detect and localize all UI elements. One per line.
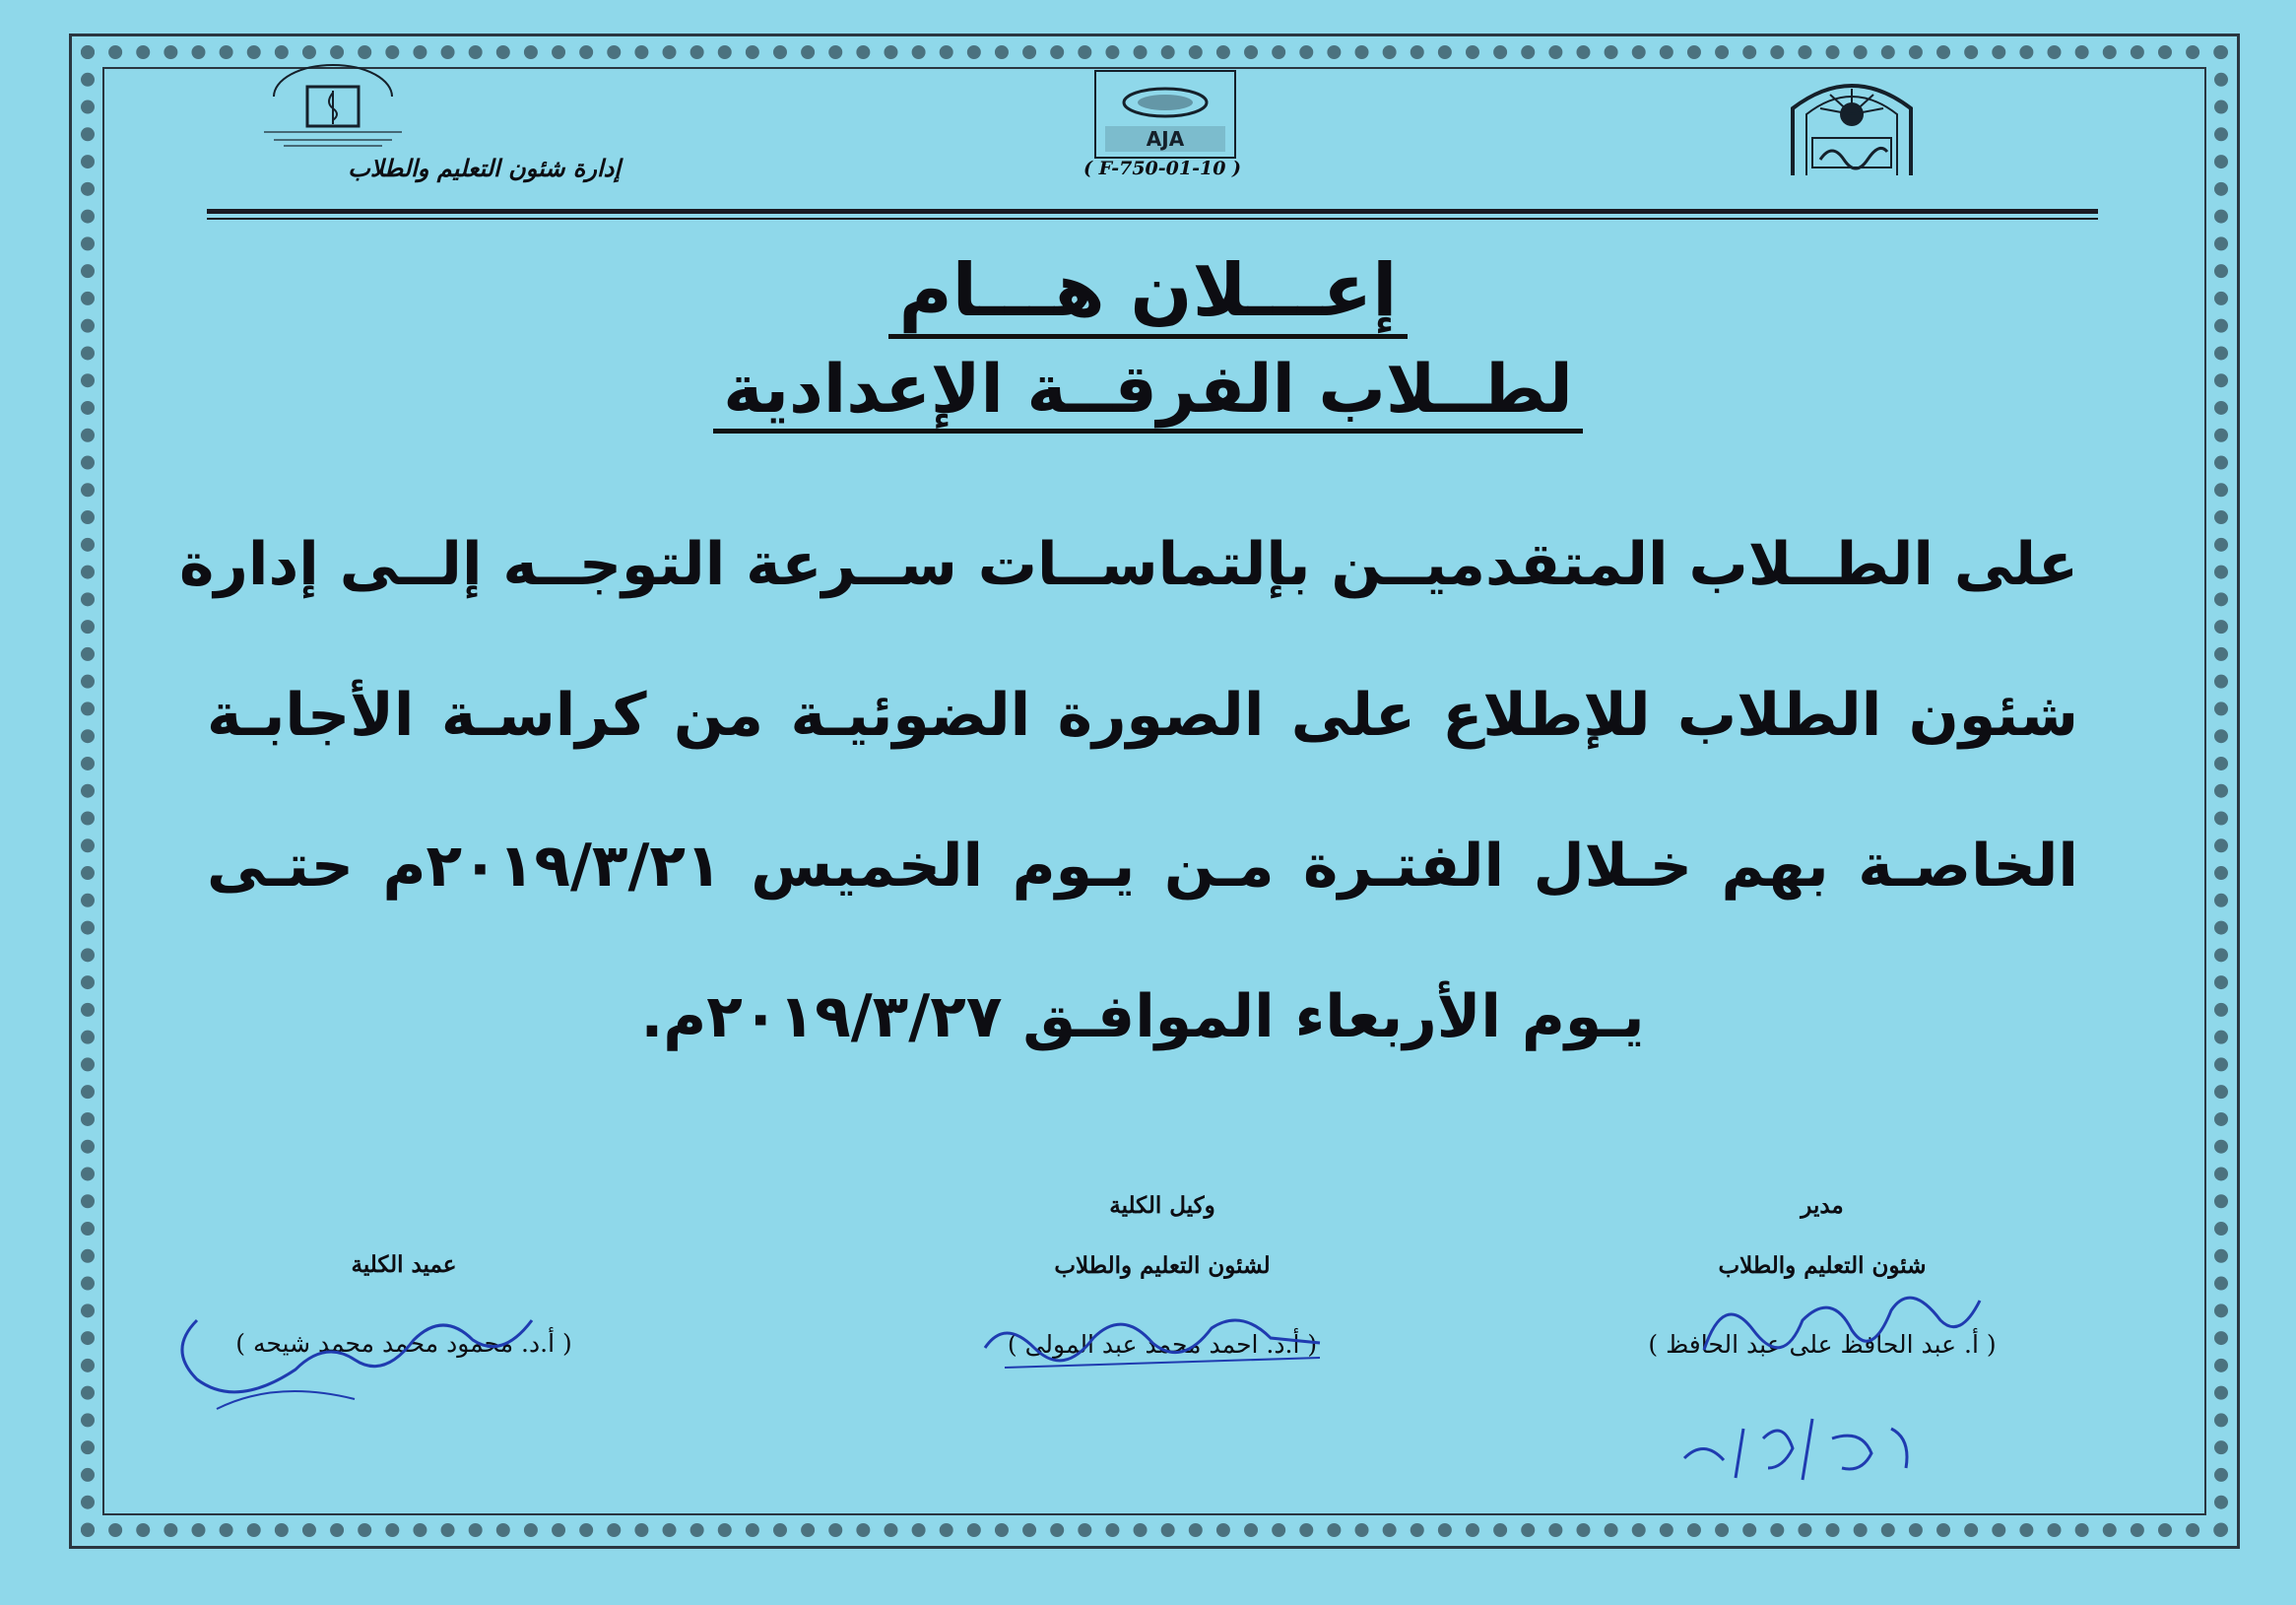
- signature-block-dean: [187, 1251, 621, 1358]
- form-code: ( F-750-01-10 ): [1082, 158, 1242, 179]
- director-department: شئون التعليم والطلاب: [1718, 1252, 1927, 1279]
- director-name: ( أ. عبد الحافظ على عبد الحافظ ): [1648, 1330, 1997, 1359]
- body-line-1: على الطــلاب المتقدميــن بإلتماســات ســرعة التوجــه إلــى إدارة: [178, 530, 2078, 599]
- vice-dean-department: لشئون التعليم والطلاب: [1054, 1252, 1271, 1279]
- body-line-4: يـوم الأربعاء الموافـق ٢٠١٩/٣/٢٧م.: [640, 982, 1645, 1051]
- signature-block-vice-dean: [946, 1192, 1379, 1359]
- dean-name: ( أ.د. محمود محمد محمد شيحه ): [235, 1329, 572, 1358]
- announcement-subtitle-text: لطــلاب الفرقــة الإعدادية: [713, 355, 1583, 434]
- aja-logo-text: AJA: [1146, 127, 1185, 151]
- aja-logo-icon: [1093, 69, 1237, 160]
- department-name: إدارة شئون التعليم والطلاب: [348, 154, 621, 182]
- university-logo-icon: [1773, 69, 1931, 177]
- vice-dean-title: وكيل الكلية: [1109, 1192, 1215, 1219]
- header-divider: [207, 209, 2098, 214]
- body-line-3: الخاصـة بهم خـلال الفتـرة مـن يـوم الخميس ٢٠١٩/٣/٢١م حتـى: [207, 832, 2078, 901]
- announcement-body: [178, 520, 2078, 1123]
- iso-certificate-logo-icon: [244, 57, 603, 150]
- signature-block-director: [1615, 1192, 2029, 1359]
- vice-dean-name: ( أ.د. احمد محمد عبد المولى ): [1007, 1330, 1318, 1359]
- dean-title: عميد الكلية: [351, 1251, 457, 1278]
- header-divider-thin: [207, 218, 2098, 220]
- announcement-title: [0, 248, 2296, 339]
- announcement-subtitle: [0, 351, 2296, 434]
- director-title: مدير: [1801, 1192, 1844, 1219]
- announcement-title-text: إعـــلان هـــام: [888, 253, 1407, 339]
- body-line-2: شئون الطلاب للإطلاع على الصورة الضوئيـة من كراسـة الأجابـة: [207, 681, 2078, 750]
